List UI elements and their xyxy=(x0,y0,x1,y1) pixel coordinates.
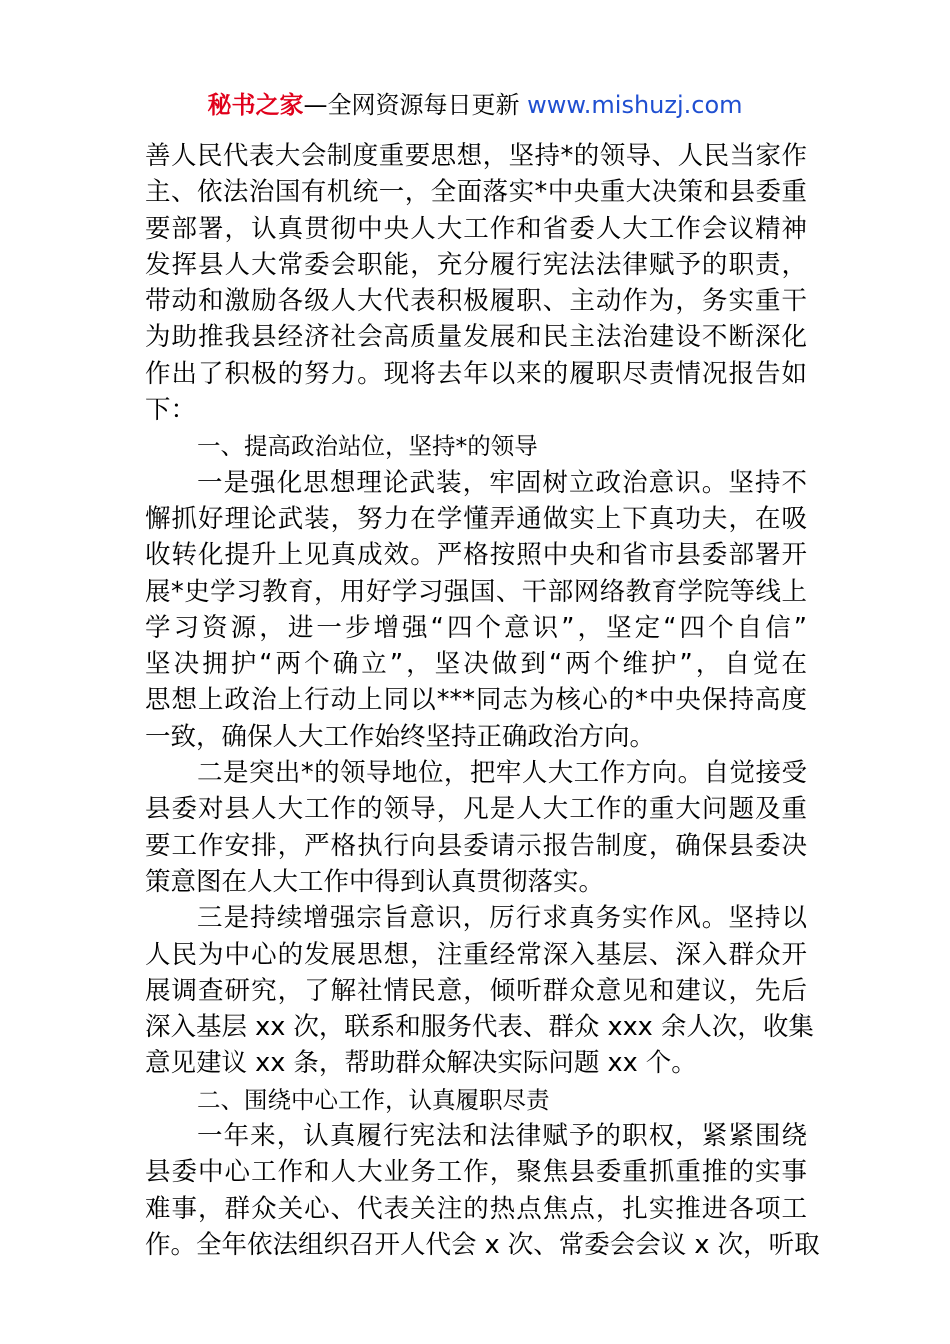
body-line: 要工作安排，严格执行向县委请示报告制度，确保县委决 xyxy=(145,830,807,861)
body-line: 难事，群众关心、代表关注的热点焦点，扎实推进各项工 xyxy=(145,1193,807,1224)
body-line: 展*史学习教育，用好学习强国、干部网络教育学院等线上 xyxy=(145,576,807,607)
document-body xyxy=(145,138,820,1263)
body-line: 学习资源，进一步增强“四个意识”，坚定“四个自信” xyxy=(145,612,807,643)
body-line: 作。全年依法组织召开人代会 x 次、常委会会议 x 次，听取 xyxy=(145,1229,820,1260)
body-line: 县委对县人大工作的领导，凡是人大工作的重大问题及重 xyxy=(145,794,807,825)
body-line: 为助推我县经济社会高质量发展和民主法治建设不断深化 xyxy=(145,322,807,353)
body-line: 一致，确保人大工作始终坚持正确政治方向。 xyxy=(145,721,656,752)
body-line: 善人民代表大会制度重要思想，坚持*的领导、人民当家作 xyxy=(145,141,807,171)
body-line: 要部署，认真贯彻中央人大工作和省委人大工作会议精神 xyxy=(145,213,807,244)
paragraph-first-line: 三是持续增强宗旨意识，厉行求真务实作风。坚持以 xyxy=(197,903,807,934)
body-line: 展调查研究，了解社情民意，倾听群众意见和建议，先后 xyxy=(145,975,807,1006)
body-line: 收转化提升上见真成效。严格按照中央和省市县委部署开 xyxy=(145,540,807,571)
paragraph-first-line: 一年来，认真履行宪法和法律赋予的职权，紧紧围绕 xyxy=(197,1121,807,1152)
body-line: 人民为中心的发展思想，注重经常深入基层、深入群众开 xyxy=(145,939,807,970)
paragraph-first-line: 二是突出*的领导地位，把牢人大工作方向。自觉接受 xyxy=(197,758,807,789)
body-line: 带动和激励各级人大代表积极履职、主动作为，务实重干 xyxy=(145,286,807,317)
section-heading: 一、提高政治站位，坚持*的领导 xyxy=(197,432,538,461)
body-line: 下： xyxy=(145,395,197,426)
paragraph-first-line: 一是强化思想理论武装，牢固树立政治意识。坚持不 xyxy=(197,467,807,498)
brand-name: 秘书之家 xyxy=(207,91,304,119)
body-line: 策意图在人大工作中得到认真贯彻落实。 xyxy=(145,866,605,897)
body-line: 作出了积极的努力。现将去年以来的履职尽责情况报告如 xyxy=(145,358,807,389)
body-line: 主、依法治国有机统一，全面落实*中央重大决策和县委重 xyxy=(145,177,807,208)
body-line: 县委中心工作和人大业务工作，聚焦县委重抓重推的实事 xyxy=(145,1157,807,1188)
header-slogan: —全网资源每日更新 xyxy=(303,91,528,119)
body-line: 深入基层 xx 次，联系和服务代表、群众 xxx 余人次，收集 xyxy=(145,1012,814,1043)
body-line: 发挥县人大常委会职能，充分履行宪法法律赋予的职责， xyxy=(145,249,807,280)
body-line: 懈抓好理论武装，努力在学懂弄通做实上下真功夫，在吸 xyxy=(145,503,807,534)
page-header xyxy=(0,88,950,122)
site-url: www.mishuzj.com xyxy=(527,91,743,119)
body-line: 思想上政治上行动上同以***同志为核心的*中央保持高度 xyxy=(145,685,807,716)
body-line: 意见建议 xx 条，帮助群众解决实际问题 xx 个。 xyxy=(145,1048,697,1079)
body-line: 坚决拥护“两个确立”，坚决做到“两个维护”，自觉在 xyxy=(145,649,807,680)
section-heading: 二、围绕中心工作，认真履职尽责 xyxy=(197,1085,550,1114)
